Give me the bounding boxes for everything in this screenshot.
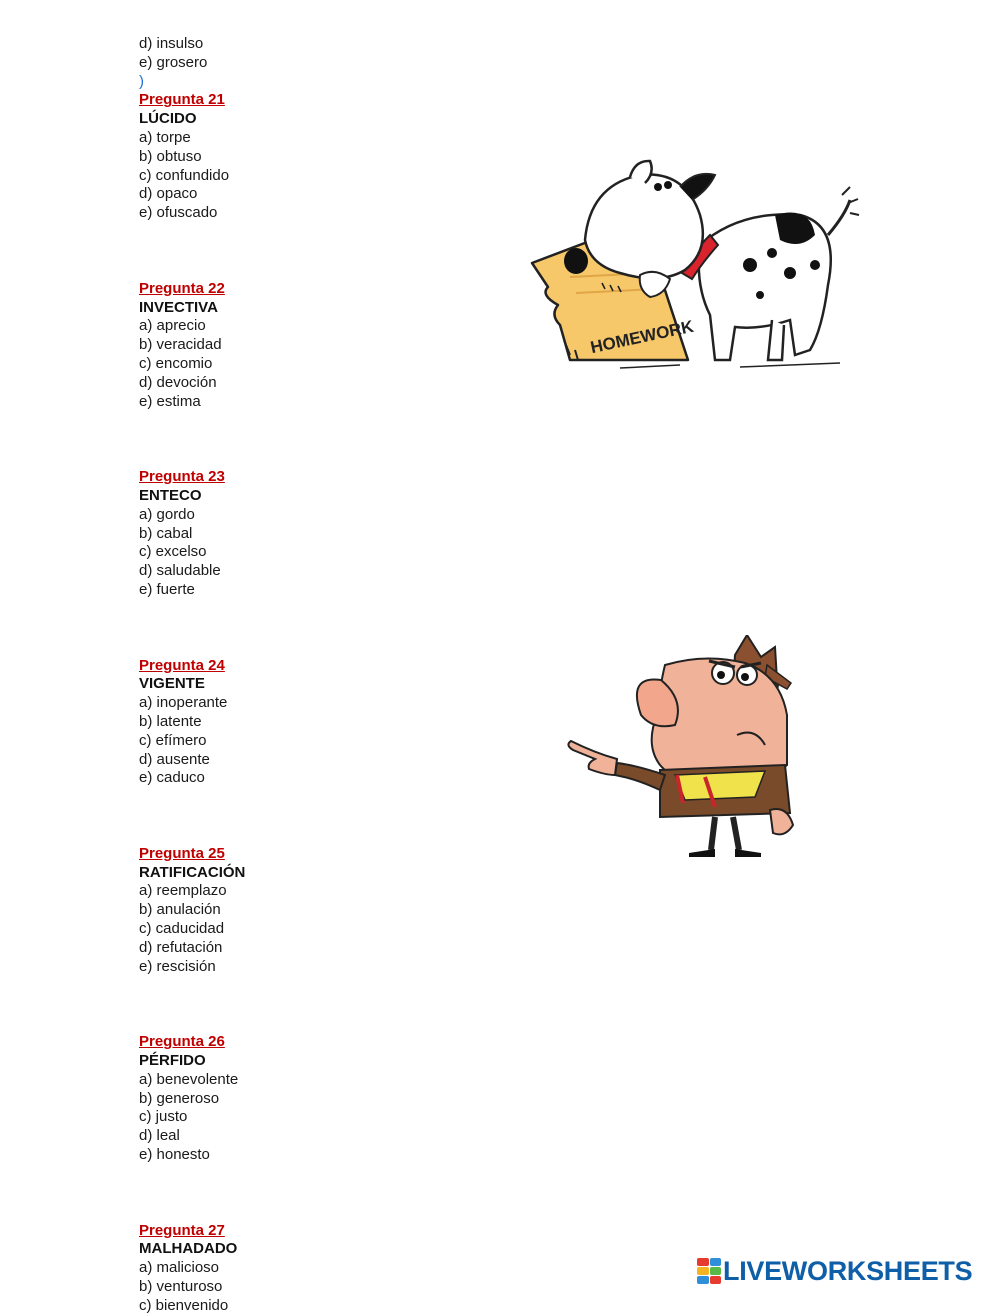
question-title: Pregunta 21 xyxy=(139,91,225,109)
question-title: Pregunta 23 xyxy=(139,468,225,486)
option-item: a) reemplazo xyxy=(139,882,227,900)
question-word: MALHADADO xyxy=(139,1240,238,1258)
answer-gap[interactable] xyxy=(139,223,469,280)
option-item: b) latente xyxy=(139,712,202,730)
question-title: Pregunta 22 xyxy=(139,279,225,297)
brand-name: LIVEWORKSHEETS xyxy=(723,1255,973,1286)
option-item: d) saludable xyxy=(139,562,221,580)
option-item: b) obtuso xyxy=(139,147,202,165)
question-title: Pregunta 26 xyxy=(139,1033,225,1051)
question-word: PÉRFIDO xyxy=(139,1052,206,1070)
answer-blank[interactable]: ) xyxy=(139,72,144,90)
option-item: e) rescisión xyxy=(139,957,216,975)
option-item: c) bienvenido xyxy=(139,1296,229,1314)
liveworksheets-logo-icon xyxy=(697,1258,721,1284)
option-item: e) honesto xyxy=(139,1146,210,1164)
option-item: c) justo xyxy=(139,1108,188,1126)
option-item: e) estima xyxy=(139,392,201,410)
option-item: b) generoso xyxy=(139,1089,220,1107)
option-item: b) anulación xyxy=(139,901,221,919)
option-item: d) devoción xyxy=(139,373,217,391)
option-item: b) veracidad xyxy=(139,336,222,354)
homework-text: HOMEWORK xyxy=(588,316,696,358)
option-item: c) excelso xyxy=(139,543,207,561)
option-item: c) confundido xyxy=(139,166,230,184)
option-item: a) torpe xyxy=(139,128,191,146)
option-item: e) caduco xyxy=(139,769,205,787)
option-item: d) leal xyxy=(139,1127,180,1145)
option-item: a) aprecio xyxy=(139,317,206,335)
pointing-man-icon xyxy=(565,635,800,860)
option-item: d) insulso xyxy=(139,35,204,52)
answer-gap[interactable] xyxy=(139,411,469,468)
question-word: LÚCIDO xyxy=(139,110,197,128)
question-word: VIGENTE xyxy=(139,675,205,693)
worksheet-column xyxy=(139,35,469,1316)
option-item: a) inoperante xyxy=(139,694,228,712)
option-item: c) encomio xyxy=(139,354,213,372)
question-word: ENTECO xyxy=(139,486,202,504)
option-item: c) efímero xyxy=(139,731,207,749)
option-item: a) benevolente xyxy=(139,1070,239,1088)
option-item: a) malicioso xyxy=(139,1259,220,1277)
option-item: e) fuerte xyxy=(139,580,195,598)
option-item: d) refutación xyxy=(139,938,223,956)
answer-gap[interactable] xyxy=(139,788,469,845)
question-title: Pregunta 25 xyxy=(139,844,225,862)
option-item: d) opaco xyxy=(139,185,198,203)
question-title: Pregunta 24 xyxy=(139,656,225,674)
answer-gap[interactable] xyxy=(139,1165,469,1222)
answer-gap[interactable] xyxy=(139,976,469,1033)
liveworksheets-logo xyxy=(697,1256,972,1286)
option-item: e) ofuscado xyxy=(139,204,218,222)
question-word: RATIFICACIÓN xyxy=(139,863,246,881)
option-item: b) venturoso xyxy=(139,1278,223,1296)
question-word: INVECTIVA xyxy=(139,298,218,316)
option-item: c) caducidad xyxy=(139,920,225,938)
option-item: d) ausente xyxy=(139,750,210,768)
question-title: Pregunta 27 xyxy=(139,1221,225,1239)
option-item: e) grosero xyxy=(139,53,208,71)
dog-eating-homework-icon xyxy=(510,155,865,380)
answer-gap[interactable] xyxy=(139,600,469,657)
option-item: b) cabal xyxy=(139,524,193,542)
option-item: a) gordo xyxy=(139,505,195,523)
